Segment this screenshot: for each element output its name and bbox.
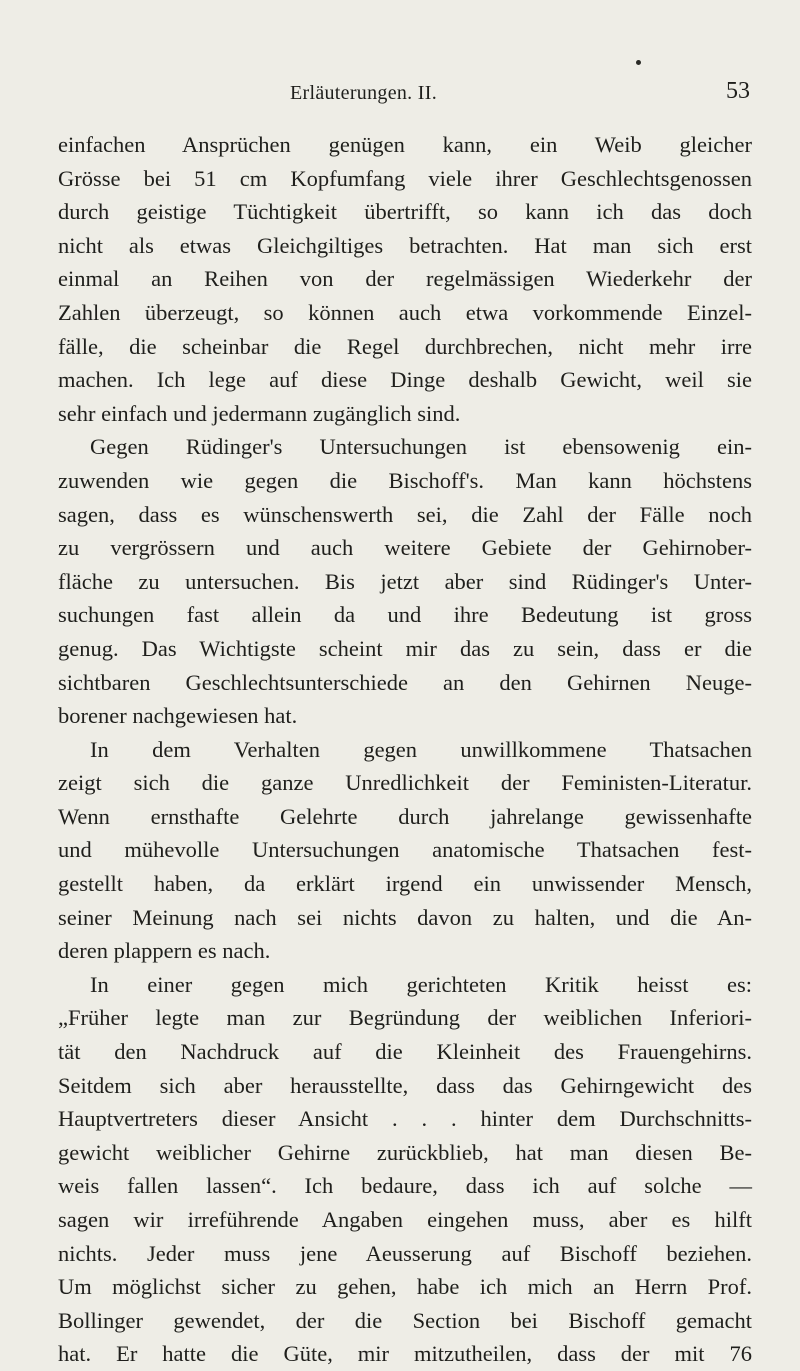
text-line: Seitdem sich aber herausstellte, dass das Gehirngewicht des bbox=[58, 1072, 752, 1098]
running-title: Erläuterungen. II. bbox=[290, 82, 438, 104]
text-line: zu vergrössern und auch weitere Gebiete der Gehirnober- bbox=[58, 535, 752, 561]
text-line: Hauptvertreters dieser Ansicht . . . hinter dem Durchschnitts- bbox=[58, 1106, 752, 1132]
paragraph bbox=[58, 733, 752, 968]
paragraph bbox=[58, 128, 752, 430]
text-line: machen. Ich lege auf diese Dinge deshalb Gewicht, weil sie bbox=[58, 367, 752, 393]
text-line: sagen, dass es wünschenswerth sei, die Zahl der Fälle noch bbox=[58, 501, 752, 527]
paragraph bbox=[58, 430, 752, 732]
text-line: deren plappern es nach. bbox=[58, 938, 271, 964]
text-line: Grösse bei 51 cm Kopfumfang viele ihrer Geschlechtsgenossen bbox=[58, 165, 752, 191]
text-line: Bollinger gewendet, der die Section bei Bischoff gemacht bbox=[58, 1307, 752, 1333]
text-line: In einer gegen mich gerichteten Kritik heisst es: bbox=[90, 971, 752, 997]
text-line: Gegen Rüdinger's Untersuchungen ist ebensowenig ein- bbox=[90, 434, 752, 460]
text-line: gestellt haben, da erklärt irgend ein unwissender Mensch, bbox=[58, 871, 752, 897]
text-line: „Früher legte man zur Begründung der weiblichen Inferiori- bbox=[58, 1005, 752, 1031]
text-line: tät den Nachdruck auf die Kleinheit des Frauengehirns. bbox=[58, 1039, 752, 1065]
text-line: In dem Verhalten gegen unwillkommene Thatsachen bbox=[90, 736, 752, 762]
text-line: Zahlen überzeugt, so können auch etwa vorkommende Einzel- bbox=[58, 299, 752, 325]
text-line: Wenn ernsthafte Gelehrte durch jahrelange gewissenhafte bbox=[58, 803, 752, 829]
text-line: nichts. Jeder muss jene Aeusserung auf Bischoff beziehen. bbox=[58, 1240, 752, 1266]
text-line: sichtbaren Geschlechtsunterschiede an den Gehirnen Neuge- bbox=[58, 669, 752, 695]
text-line: und mühevolle Untersuchungen anatomische Thatsachen fest- bbox=[58, 837, 752, 863]
paragraph bbox=[58, 968, 752, 1371]
text-line: Um möglichst sicher zu gehen, habe ich mich an Herrn Prof. bbox=[58, 1274, 752, 1300]
text-line: einfachen Ansprüchen genügen kann, ein Weib gleicher bbox=[58, 132, 752, 157]
print-speck bbox=[636, 60, 641, 65]
text-line: sagen wir irreführende Angaben eingehen muss, aber es hilft bbox=[58, 1207, 752, 1232]
text-line: gewicht weiblicher Gehirne zurückblieb, hat man diesen Be- bbox=[58, 1139, 752, 1165]
text-line: zeigt sich die ganze Unredlichkeit der Feministen-Literatur. bbox=[58, 770, 752, 796]
text-line: zuwenden wie gegen die Bischoff's. Man kann höchstens bbox=[58, 467, 752, 493]
text-line: nicht als etwas Gleichgiltiges betrachten. Hat man sich erst bbox=[58, 232, 752, 258]
text-line: durch geistige Tüchtigkeit übertrifft, so kann ich das doch bbox=[58, 199, 752, 225]
text-line: fläche zu untersuchen. Bis jetzt aber sind Rüdinger's Unter- bbox=[58, 568, 752, 594]
text-line: hat. Er hatte die Güte, mir mitzutheilen, dass der mit 76 bbox=[58, 1341, 752, 1367]
text-line: seiner Meinung nach sei nichts davon zu halten, und die An- bbox=[58, 904, 752, 930]
text-line: einmal an Reihen von der regelmässigen Wiederkehr der bbox=[58, 266, 752, 292]
text-line: sehr einfach und jedermann zugänglich sind. bbox=[58, 400, 461, 426]
text-line: weis fallen lassen“. Ich bedaure, dass ich auf solche — bbox=[58, 1173, 752, 1199]
page-header bbox=[60, 78, 750, 112]
text-line: suchungen fast allein da und ihre Bedeutung ist gross bbox=[58, 602, 752, 628]
text-line: borener nachgewiesen hat. bbox=[58, 703, 298, 729]
page-number: 53 bbox=[726, 78, 750, 104]
text-line: genug. Das Wichtigste scheint mir das zu sein, dass er die bbox=[58, 635, 752, 661]
body-text bbox=[58, 128, 752, 1371]
text-line: fälle, die scheinbar die Regel durchbrechen, nicht mehr irre bbox=[58, 333, 752, 359]
